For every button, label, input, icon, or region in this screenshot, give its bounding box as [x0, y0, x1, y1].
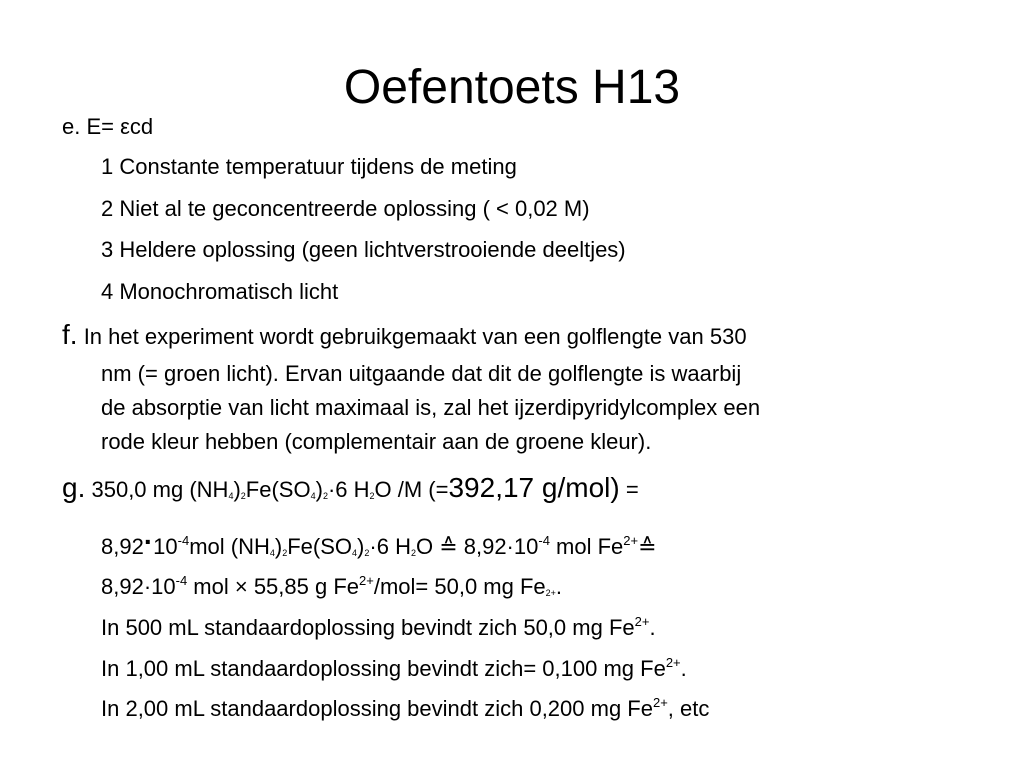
- g2-sub-2: 2: [282, 548, 288, 558]
- section-f-label: f.: [62, 319, 78, 350]
- g6-a: In 2,00 mL standaardoplossing bevindt zich 0,200 mg Fe: [101, 696, 653, 721]
- g5-b: .: [680, 656, 687, 681]
- g5-charge: 2+: [665, 655, 681, 670]
- g1-c: Fe(SO: [245, 477, 311, 502]
- section-g-line-5: [101, 650, 687, 682]
- g1-f: O /M (=: [374, 477, 449, 502]
- g3-a: 8,92·10: [101, 574, 176, 599]
- section-g-line-4: [101, 609, 656, 641]
- g2-exp-2: -4: [538, 533, 550, 548]
- g2-i: mol Fe: [549, 534, 624, 559]
- molar-mass: 392,17 g/mol): [448, 472, 620, 503]
- g2-sub-3: 4: [352, 548, 358, 558]
- g1-sub-3: 4: [310, 491, 316, 501]
- section-g-line-2: [101, 528, 657, 566]
- section-g-line-1: [62, 472, 639, 509]
- g3-charge-2: 2+: [545, 588, 556, 598]
- section-f-line-1: [62, 319, 747, 350]
- g1-d: ): [315, 477, 323, 502]
- section-g-line-3: [101, 568, 562, 606]
- g2-g: ·6 H: [369, 534, 411, 559]
- g2-h: O ≙ 8,92·10: [415, 534, 539, 559]
- g2-sub-1: 4: [269, 548, 275, 558]
- g3-exp: -4: [175, 573, 188, 588]
- g6-b: , etc: [667, 696, 710, 721]
- slide-title: Oefentoets H13: [343, 61, 681, 115]
- g3-charge-1: 2+: [359, 573, 374, 588]
- g2-sub-4: 2: [364, 548, 370, 558]
- section-e-item-1: 1 Constante temperatuur tijdens de meting: [101, 154, 517, 179]
- section-f-line-4: rode kleur hebben (complementair aan de groene kleur).: [101, 429, 652, 454]
- g2-j: ≙: [638, 534, 657, 559]
- g2-d: ): [274, 534, 283, 559]
- section-e-item-3: 3 Heldere oplossing (geen lichtverstrooiende deeltjes): [101, 237, 626, 262]
- section-g-line-6: [101, 690, 709, 722]
- g1-h: =: [619, 477, 639, 502]
- section-e-item-4: 4 Monochromatisch licht: [101, 279, 339, 304]
- g5-a: In 1,00 mL standaardoplossing bevindt zich= 0,100 mg Fe: [101, 656, 666, 681]
- section-e-label: e.: [62, 114, 81, 139]
- g1-a: 350,0 mg (NH: [91, 477, 229, 502]
- g4-a: In 500 mL standaardoplossing bevindt zich 50,0 mg Fe: [101, 615, 635, 640]
- g4-charge: 2+: [634, 614, 650, 629]
- g1-e: ·6 H: [327, 477, 370, 502]
- g1-sub-2: 2: [240, 491, 246, 501]
- g2-b: 10: [153, 534, 178, 559]
- section-e-item-2: 2 Niet al te geconcentreerde oplossing ( < 0,02 M): [101, 196, 590, 221]
- g2-a: 8,92: [101, 534, 144, 559]
- section-f-line-3: de absorptie van licht maximaal is, zal het ijzerdipyridylcomplex een: [101, 395, 761, 420]
- g1-sub-5: 2: [369, 491, 375, 501]
- g2-exp-1: -4: [177, 533, 190, 548]
- g1-b: ): [233, 477, 241, 502]
- g3-d: .: [555, 574, 563, 599]
- section-e-formula: E= εcd: [86, 114, 154, 139]
- section-f-line-2: nm (= groen licht). Ervan uitgaande dat dit de golflengte is waarbij: [101, 361, 742, 386]
- g3-b: mol × 55,85 g Fe: [187, 574, 360, 599]
- g3-c: /mol= 50,0 mg Fe: [373, 574, 546, 599]
- g2-sub-5: 2: [410, 548, 416, 558]
- g1-sub-4: 2: [322, 491, 328, 501]
- g1-sub-1: 4: [228, 491, 234, 501]
- g2-c: mol (NH: [189, 534, 270, 559]
- g2-dot: ·: [143, 526, 154, 557]
- section-g-label: g.: [62, 472, 86, 503]
- g2-e: Fe(SO: [287, 534, 353, 559]
- section-e-header: [62, 114, 153, 140]
- g4-b: .: [649, 615, 656, 640]
- g6-charge: 2+: [652, 695, 668, 710]
- g2-charge: 2+: [623, 533, 639, 548]
- g2-f: ): [357, 534, 365, 559]
- section-f-text-1: In het experiment wordt gebruikgemaakt van een golflengte van 530: [83, 324, 747, 349]
